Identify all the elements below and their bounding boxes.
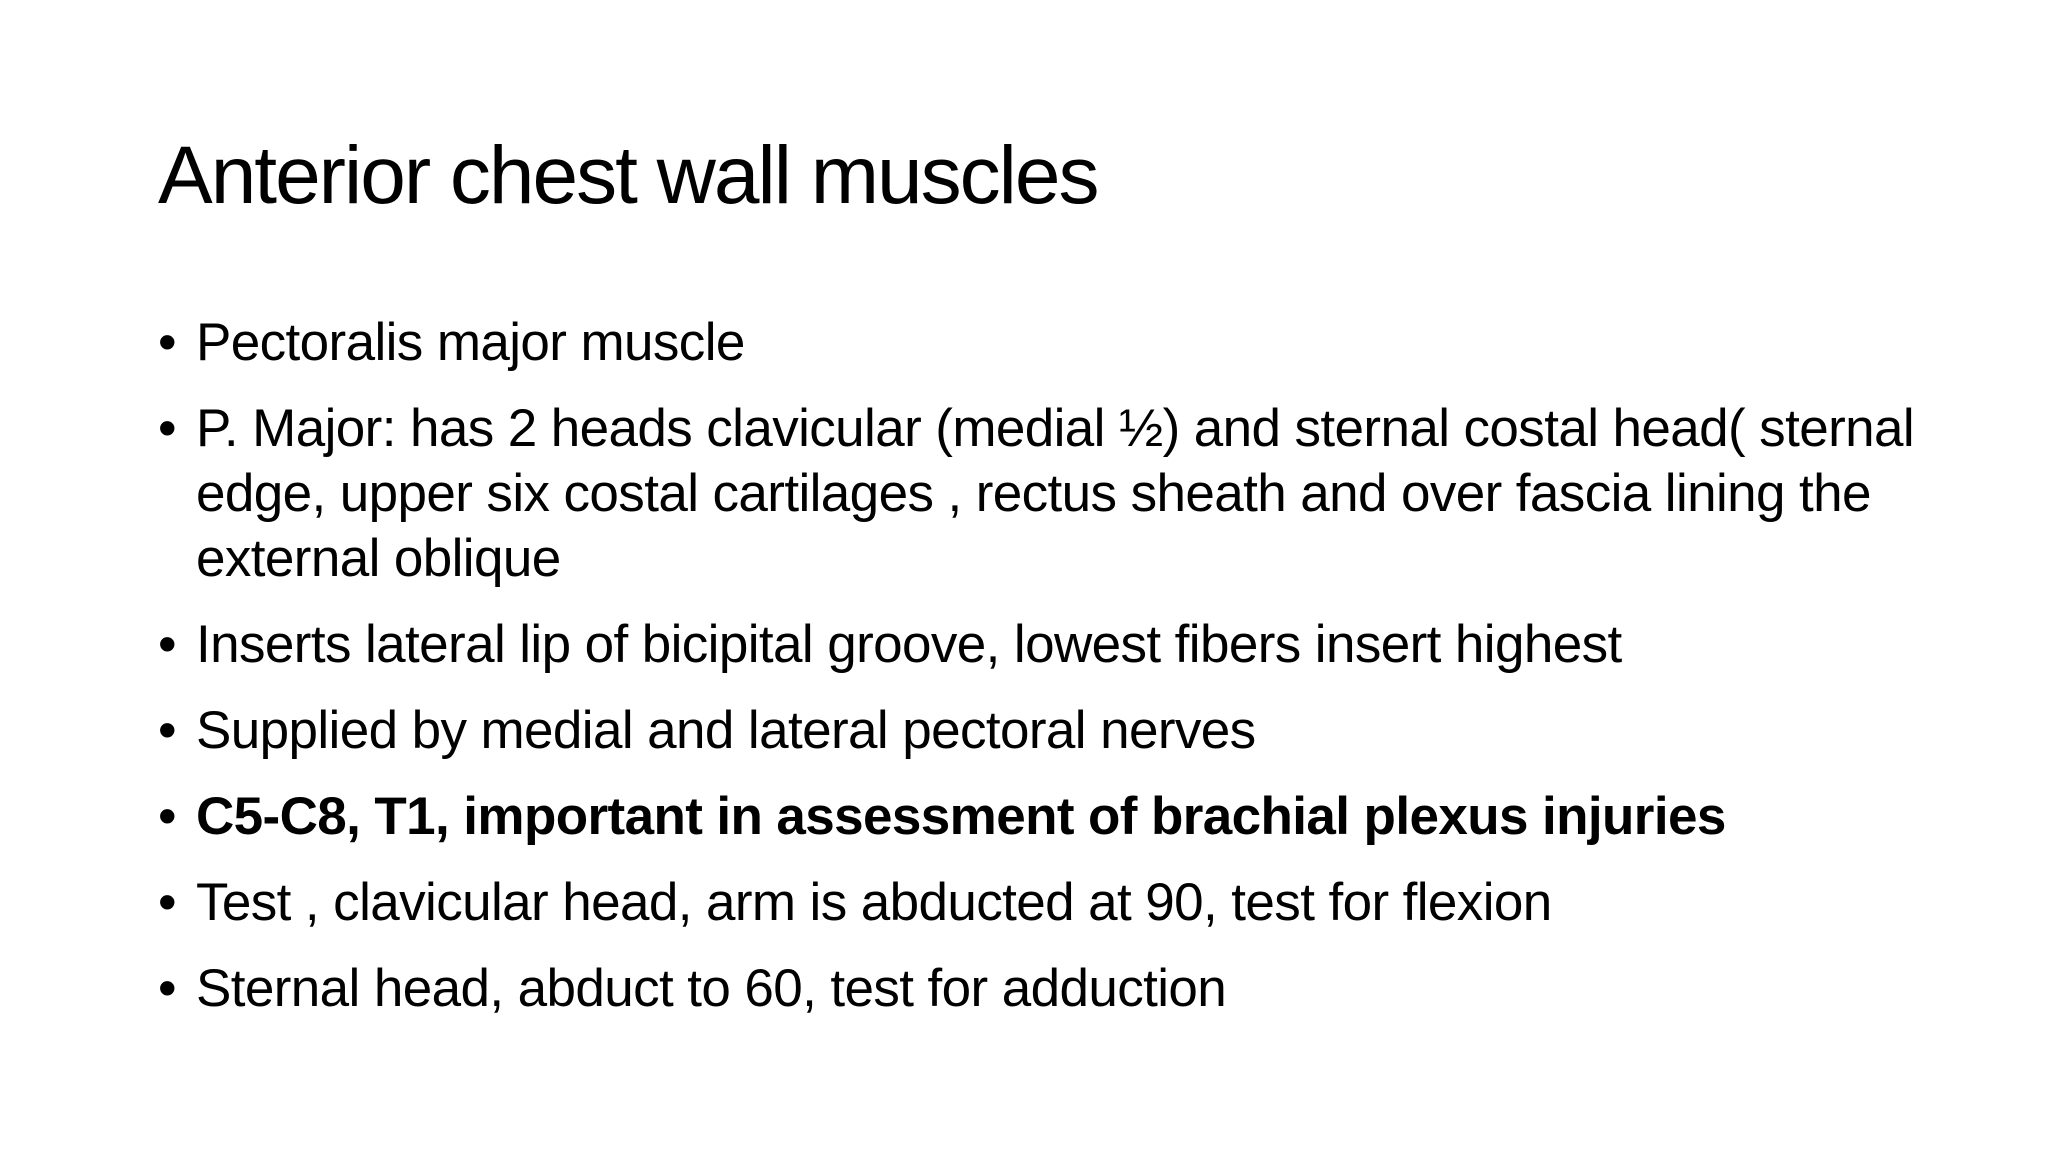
bullet-item-bold: • C5-C8, T1, important in assessment of brachial plexus injuries — [158, 784, 1918, 849]
bullet-item: • Inserts lateral lip of bicipital groove, lowest fibers insert highest — [158, 612, 1918, 677]
bullet-list — [158, 310, 1918, 1042]
bullet-item: • Pectoralis major muscle — [158, 310, 1918, 375]
bullet-item: • P. Major: has 2 heads clavicular (medial ½) and sternal costal head( sternal edge, upper six costal cartilages , rectus sheath and over fascia lining the external oblique — [158, 396, 1918, 591]
bullet-item: • Sternal head, abduct to 60, test for adduction — [158, 956, 1918, 1021]
bullet-item: • Supplied by medial and lateral pectoral nerves — [158, 698, 1918, 763]
bullet-item: • Test , clavicular head, arm is abducted at 90, test for flexion — [158, 870, 1918, 935]
slide-title: Anterior chest wall muscles — [158, 130, 1098, 221]
